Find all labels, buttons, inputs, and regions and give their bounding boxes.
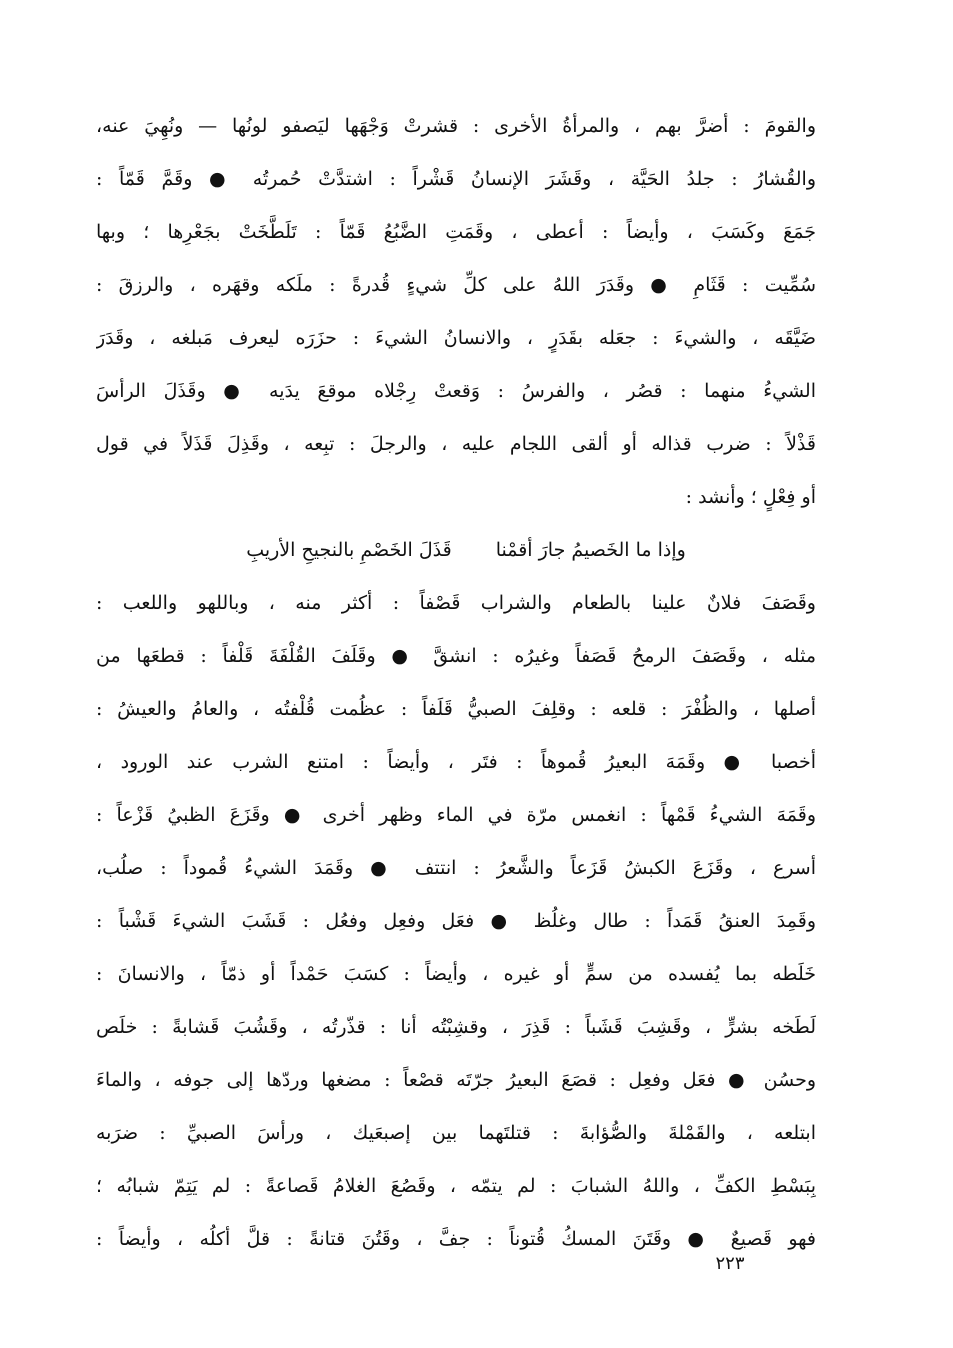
text-line: فهو قَصيعٌ ● وقَتَنَ المسكُ قُتوناً : جفَّ ، وقَتُنَ قتانةً : قلَّ أكلُه ، وأيضاً : [96, 1228, 816, 1250]
text-line: أخصبا ● وقَمَهَ البعيرُ قُموهاً : فتَر ، وأيضاً : امتنع الشرب عند الورود ، [96, 751, 816, 773]
text-line: وقَمِدَ العنقُ قَمَداً : طال وغلُظ ● فعَل وفعِل وفعُل : قَشَبَ الشيءَ قَشْباً : [96, 910, 816, 932]
text-line: أسرع ، وقَزَعَ الكبشُ قَزَعاً والشَّعرُ : انتتف ● وقَمَدَ الشيءُ قُموداً : صلُب، [96, 857, 816, 879]
text-line: لَطَخه بشرٍّ ، وقَشِبَ قَشَباً : قَذِرَ ، وقشِبْتُه أنا : قذّرتُه ، وقَشُبَ قَشابةً : خلَص [96, 1016, 816, 1038]
poetry-verse [96, 524, 816, 577]
text-line: الشيءُ منهما : قصُر ، والفرسُ : وَقعتْ رِجْلاه موقعَ يدَيه ● وقَذَلَ الرأسَ [96, 380, 816, 402]
text-line: وقَصَفَ فلانٌ علينا بالطعام والشراب قَصْفاً : أكثر منه ، وباللهو واللعب : [96, 592, 816, 614]
text-line: ابتلعه ، والقَمْلةَ والصُّؤابةَ : قتلتَهما بين إصبعَيك ، ورأسَ الصبيِّ : ضرَبه [96, 1122, 816, 1144]
text-line: أو فِعْلٍ ؛ وأنشد : [685, 486, 816, 508]
verse-hemistich-left: قَذَلَ الخَصْمِ بالنجيحِ الأريبِ [246, 539, 452, 561]
text-line: أصلها ، والظُفْرَ : قلعه : وقلِفَ الصبيُّ قَلَفاً : عظُمت قُلْفتُه ، والعامُ والعيشُ : [96, 698, 816, 720]
text-line: مثله ، وقَصَفَ الرمحُ قَصَفاً وغيرُه : انشقَّ ● وقَلَفَ القُلْفَةَ قَلْفاً : قطعَها من [96, 645, 816, 667]
text-line: ضَيَّقَه ، والشيءَ : جعَله بقَدَرٍ ، والانسانُ الشيءَ : حزَرَه ليعرف مَبلغه ، وقَدَرَ [96, 327, 816, 349]
page-text-block [96, 100, 816, 1266]
text-line: والقُشارُ : جلدُ الحَيَّة ، وقَشَرَ الإنسانُ قَشْراً : اشتدَّتْ حُمرتُه ● وقَمَّ قَمّاً : [96, 168, 816, 190]
text-line: والقومَ : أضرَّ بهم ، والمرأةُ الأخرى : قشرتْ وَجْهَها ليَصفو لونُها — ونُهِيَ عنه، [96, 115, 816, 137]
page-number: ٢٢٣ [715, 1253, 745, 1274]
text-line: سُمِّيت : قَثَامِ ● وقَدَرَ اللهُ على كلِّ شيءٍ قُدرةً : ملَكه وقهَره ، والرزقَ : [96, 274, 816, 296]
verse-hemistich-right: وإذا ما الخَصيمُ جارَ أقمْنا [495, 539, 686, 561]
text-line: بِبَسْطِ الكفِّ ، واللهُ الشبابَ : لم يتمّه ، وقَصُعَ الغلامُ قَصاعةً : لم يَتِمّ شبابُه ؛ [96, 1175, 816, 1197]
text-line: وحسُن ● فعَل وفعِل : قصَعَ البعيرُ جرّتَه قصْعاً : مضغها وردّها إلى جوفه ، والماءَ [96, 1069, 816, 1091]
text-line: جَمَعَ وكَسَبَ ، وأيضاً : أعطى ، وقَمَتِ الضَّبُعُ قَمّاً : تَلَطَّخَتْ بجَعْرِها ؛ وبها [96, 221, 816, 243]
text-line: قَذْلاً : ضرب قذاله أو ألقى اللجام عليه ، والرجلَ : تبِعه ، وقَذِلَ قَذَلاً في قول [96, 433, 816, 455]
text-line: وقَمَهَ الشيءُ قَمْهاً : انغمس مرّة في الماء وظهر أخرى ● وقَزَعَ الظبيُ قَزْعاً : [96, 804, 816, 826]
text-line: خَلَطه بما يُفسده من سمٍّ أو غيره ، وأيضاً : كسَبَ حَمْداً أو ذمّاً ، والانسانَ : [96, 963, 816, 985]
